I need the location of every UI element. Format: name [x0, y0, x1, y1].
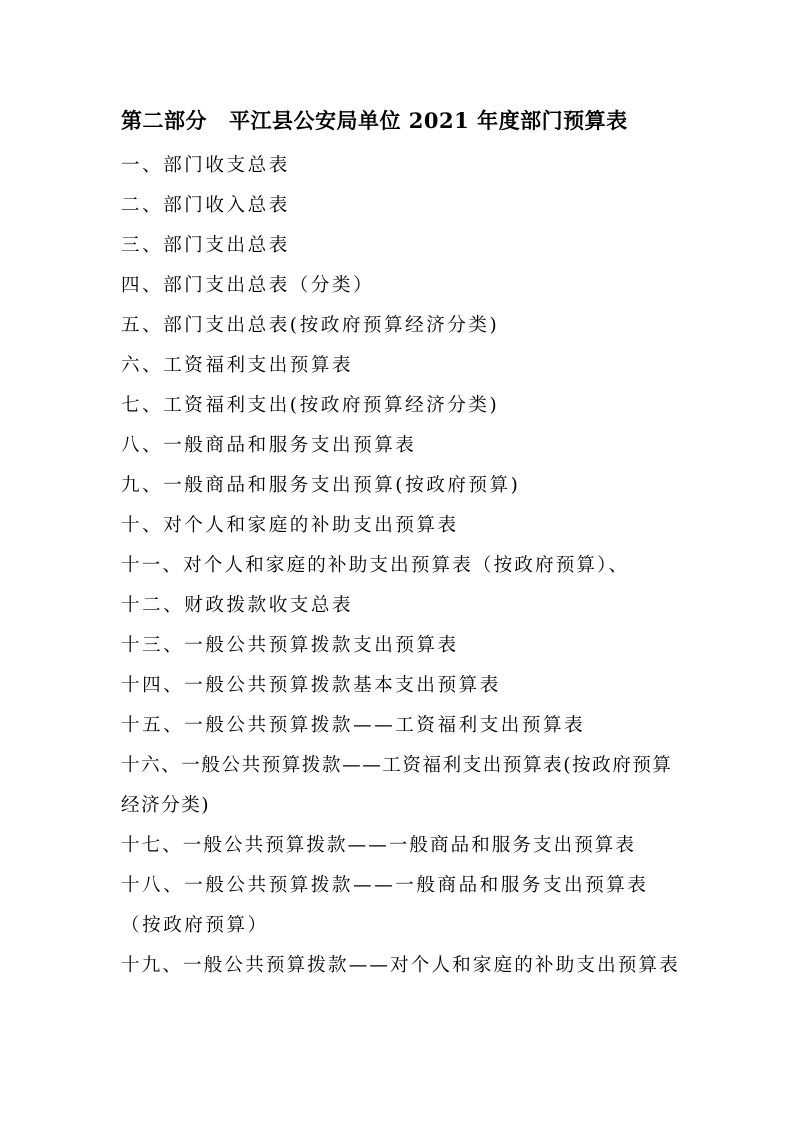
toc-item: 一、部门收支总表 [121, 155, 290, 176]
toc-item: 十九、一般公共预算拨款——对个人和家庭的补助支出预算表 [121, 955, 680, 976]
toc-item: 二、部门收入总表 [121, 195, 290, 216]
toc-item: 十五、一般公共预算拨款——工资福利支出预算表 [121, 715, 586, 736]
toc-item: 四、部门支出总表（分类） [121, 275, 375, 296]
toc-item: 十四、一般公共预算拨款基本支出预算表 [121, 675, 501, 696]
toc-item: 十二、财政拨款收支总表 [121, 595, 354, 616]
document-title: 平江县公安局单位 2021 年度部门预算表 [229, 108, 628, 133]
toc-item: 六、工资福利支出预算表 [121, 355, 354, 376]
toc-item: 九、一般商品和服务支出预算(按政府预算) [121, 475, 521, 496]
toc-item: 八、一般商品和服务支出预算表 [121, 435, 417, 456]
toc-item: 七、工资福利支出(按政府预算经济分类) [121, 395, 500, 416]
page-title [121, 106, 628, 136]
toc-item: 十三、一般公共预算拨款支出预算表 [121, 635, 459, 656]
toc-item: 十一、对个人和家庭的补助支出预算表（按政府预算）、 [121, 555, 630, 576]
table-of-contents [121, 146, 681, 986]
toc-item: 十、对个人和家庭的补助支出预算表 [121, 515, 459, 536]
toc-item: 十六、一般公共预算拨款——工资福利支出预算表(按政府预算经济分类) [121, 755, 673, 816]
toc-item: 十七、一般公共预算拨款——一般商品和服务支出预算表 [121, 835, 637, 856]
toc-item: 十八、一般公共预算拨款——一般商品和服务支出预算表（按政府预算） [121, 875, 649, 936]
toc-item: 五、部门支出总表(按政府预算经济分类) [121, 315, 500, 336]
section-label: 第二部分 [121, 108, 207, 133]
toc-item: 三、部门支出总表 [121, 235, 290, 256]
